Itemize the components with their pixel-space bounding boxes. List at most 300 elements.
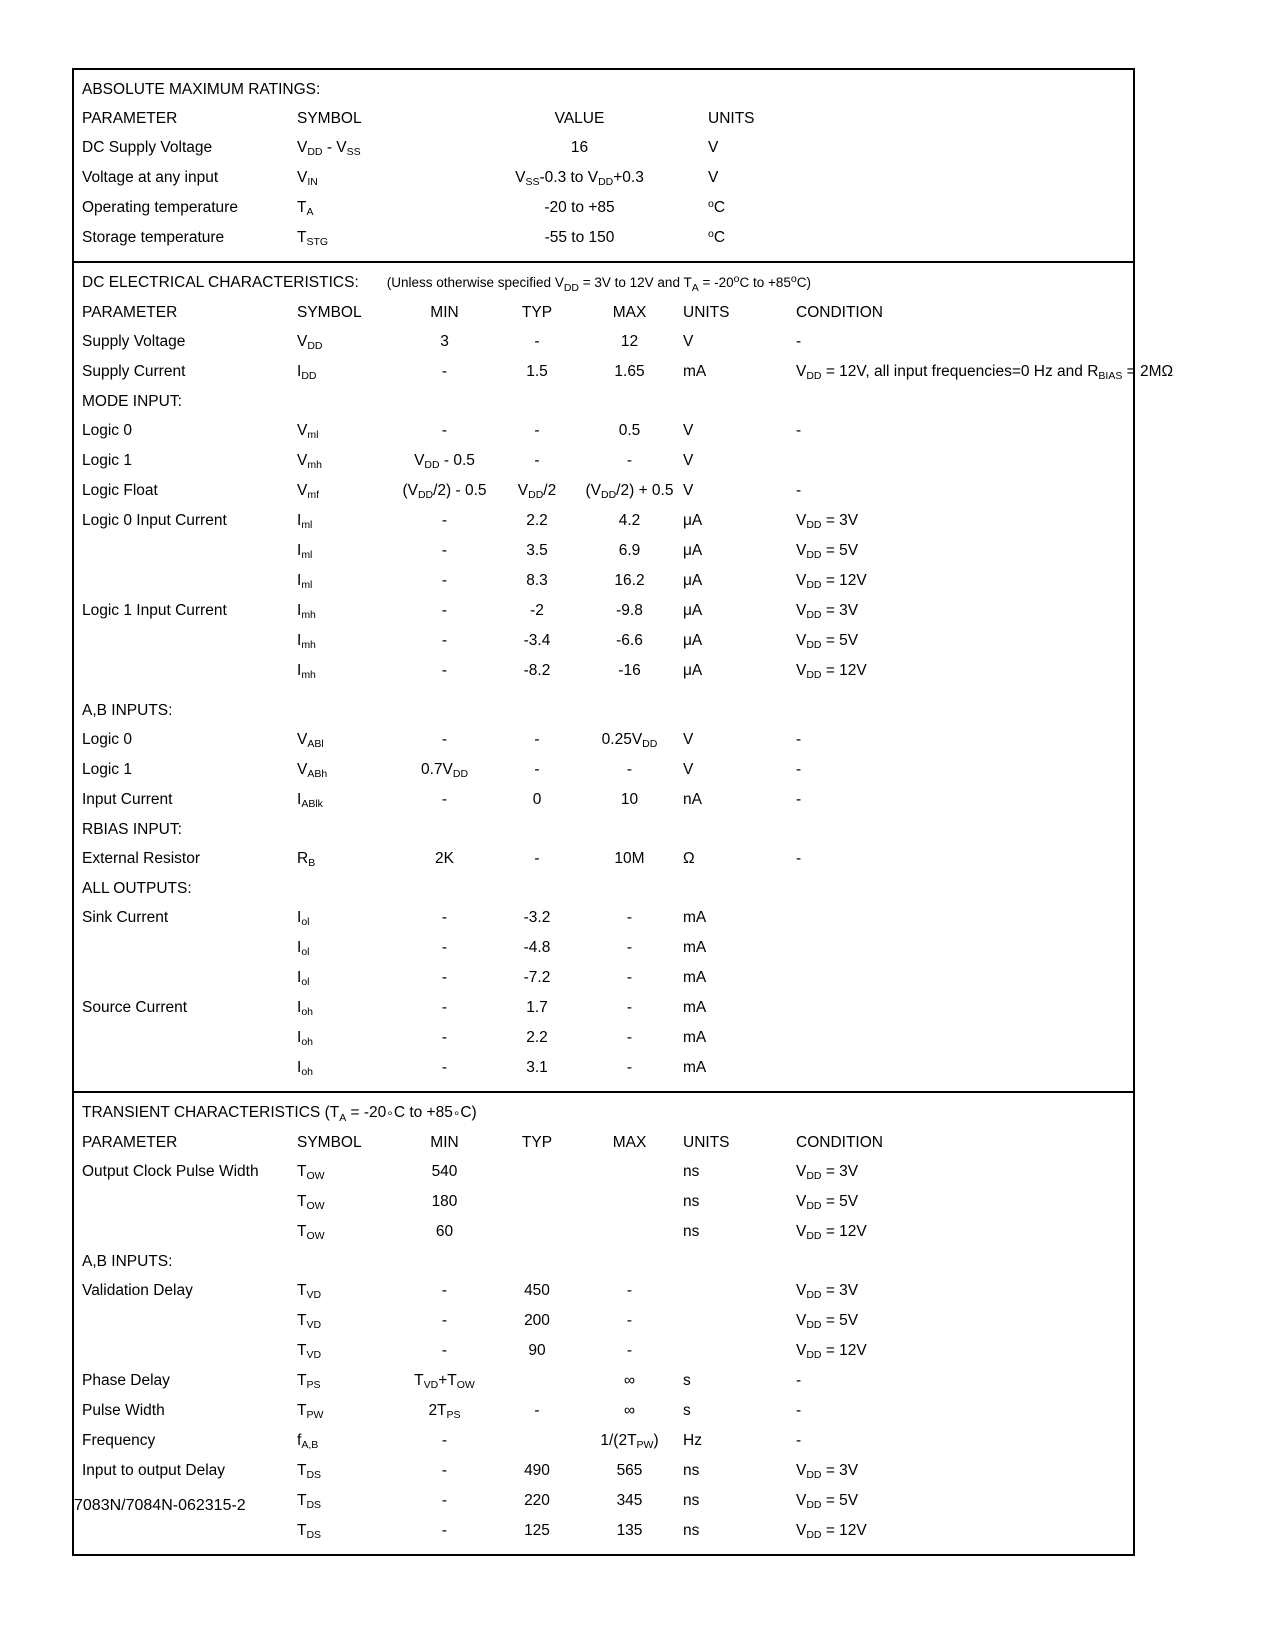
spacer-cell xyxy=(74,686,1133,696)
cell-units: V xyxy=(708,138,719,156)
table-row xyxy=(74,1276,1133,1306)
cell-typ xyxy=(492,1366,582,1396)
cell-units: mA xyxy=(683,362,707,380)
table-row xyxy=(74,963,1133,993)
cell-condition xyxy=(778,933,1133,963)
table-row xyxy=(74,1023,1133,1053)
col-header-condition: CONDITION xyxy=(796,1133,883,1151)
group-label-ab-inputs-transient: A,B INPUTS: xyxy=(82,1252,173,1270)
cell-value: 16 xyxy=(570,138,589,156)
cell-min: $T_{VD}+T_{OW}$ xyxy=(414,1371,475,1391)
cell-condition xyxy=(778,1023,1133,1053)
cell-max: 135 xyxy=(616,1521,643,1539)
col-header-parameter: PARAMETER xyxy=(82,303,178,321)
cell-typ: 220 xyxy=(524,1491,550,1509)
cell-units: $^o$C xyxy=(708,197,726,216)
cell-value: -55 to 150 xyxy=(544,228,615,246)
cell-min: - xyxy=(441,1028,448,1046)
cell-parameter xyxy=(74,933,297,963)
cell-typ: 1.7 xyxy=(526,998,548,1016)
table-row xyxy=(74,1396,1133,1426)
cell-typ: - xyxy=(534,451,540,469)
specifications-table xyxy=(72,68,1174,1556)
cell-symbol: $I_{ml}$ xyxy=(297,511,313,531)
col-header-max: MAX xyxy=(612,303,647,321)
section-title-absolute-max: ABSOLUTE MAXIMUM RATINGS: xyxy=(82,81,321,98)
cell-condition: $V_{DD} = 12V$ xyxy=(796,1521,867,1541)
table-row xyxy=(74,1053,1133,1083)
cell-condition: $V_{DD} = 5V$ xyxy=(796,1192,859,1212)
cell-min: $0.7V_{DD}$ xyxy=(420,760,469,780)
cell-condition: $V_{DD} = 3V$ xyxy=(796,1162,859,1182)
cell-symbol: $I_{mh}$ xyxy=(297,661,316,681)
cell-max: 16.2 xyxy=(614,571,645,589)
table-row xyxy=(74,993,1133,1023)
cell-condition xyxy=(778,446,1133,476)
cell-parameter xyxy=(74,1023,297,1053)
cell-condition: - xyxy=(796,1371,802,1389)
cell-min: - xyxy=(441,511,448,529)
cell-min: - xyxy=(441,1311,448,1329)
cell-parameter: Logic 1 Input Current xyxy=(82,601,227,619)
cell-units: Hz xyxy=(683,1431,702,1449)
cell-min: - xyxy=(441,661,448,679)
col-header-parameter: PARAMETER xyxy=(82,109,178,127)
col-header-units: UNITS xyxy=(683,303,730,321)
cell-max xyxy=(582,1187,677,1217)
cell-min: $V_{DD} - 0.5$ xyxy=(414,451,475,471)
table-row xyxy=(74,163,1133,193)
cell-units: ns xyxy=(683,1162,700,1180)
cell-max: - xyxy=(626,998,633,1016)
cell-min: - xyxy=(441,541,448,559)
dc-characteristics-table xyxy=(74,298,1174,1083)
cell-typ: -7.2 xyxy=(523,968,551,986)
table-row xyxy=(74,596,1133,626)
group-header-row xyxy=(74,815,1133,844)
cell-condition: $V_{DD} = 3V$ xyxy=(796,1461,859,1481)
cell-units: ns xyxy=(683,1491,700,1509)
cell-units: V xyxy=(683,451,694,469)
cell-parameter: External Resistor xyxy=(82,849,201,867)
table-row xyxy=(74,566,1133,596)
cell-parameter: Pulse Width xyxy=(82,1401,165,1419)
table-row xyxy=(74,626,1133,656)
section-transient-characteristics xyxy=(74,1093,1133,1556)
cell-condition: - xyxy=(796,1431,802,1449)
cell-max: - xyxy=(626,908,633,926)
cell-symbol: $V_{mf}$ xyxy=(297,481,320,501)
cell-condition: $V_{DD} = 12V$ xyxy=(796,571,867,591)
table-row xyxy=(74,506,1133,536)
cell-condition: $V_{DD} = 5V$ xyxy=(796,541,859,561)
table-row xyxy=(74,536,1133,566)
transient-characteristics-table xyxy=(74,1128,1133,1546)
cell-condition: $V_{DD} = 5V$ xyxy=(796,631,859,651)
cell-parameter: Operating temperature xyxy=(82,198,238,216)
cell-parameter: Output Clock Pulse Width xyxy=(82,1162,259,1180)
cell-condition xyxy=(778,993,1133,1023)
cell-typ: - xyxy=(534,332,540,350)
cell-max: 565 xyxy=(616,1461,643,1479)
cell-units: V xyxy=(708,168,719,186)
cell-condition: $V_{DD} = 3V$ xyxy=(796,601,859,621)
table-row xyxy=(74,1456,1133,1486)
cell-units: μA xyxy=(683,571,703,589)
absolute-max-table xyxy=(74,104,1133,253)
cell-condition xyxy=(778,963,1133,993)
group-label-mode-input: MODE INPUT: xyxy=(82,392,182,410)
cell-symbol: $T_{VD}$ xyxy=(297,1281,322,1301)
table-row xyxy=(74,193,1133,223)
cell-parameter xyxy=(74,963,297,993)
cell-symbol: $V_{DD}$ xyxy=(297,332,323,352)
cell-typ xyxy=(492,1217,582,1247)
cell-parameter: Supply Voltage xyxy=(82,332,186,350)
cell-condition: - xyxy=(796,332,802,350)
cell-symbol: $T_{PS}$ xyxy=(297,1371,321,1391)
cell-units: nA xyxy=(683,790,702,808)
section-title-transient: TRANSIENT CHARACTERISTICS ($T_A$ = -20∘C to +85∘C) xyxy=(82,1104,477,1124)
col-header-value: VALUE xyxy=(554,109,605,127)
group-header-row xyxy=(74,874,1133,903)
cell-max: - xyxy=(626,1311,633,1329)
cell-condition: $V_{DD} = 5V$ xyxy=(796,1311,859,1331)
cell-parameter: Logic 0 xyxy=(82,730,132,748)
cell-typ: 450 xyxy=(524,1281,550,1299)
cell-min: - xyxy=(441,1281,448,1299)
cell-typ: 125 xyxy=(524,1521,550,1539)
cell-parameter xyxy=(74,1516,297,1546)
cell-typ: 8.3 xyxy=(526,571,548,589)
table-row xyxy=(74,1187,1133,1217)
cell-parameter: DC Supply Voltage xyxy=(82,138,213,156)
cell-condition: $V_{DD} = 5V$ xyxy=(796,1491,859,1511)
cell-typ xyxy=(492,1426,582,1456)
cell-value: -20 to +85 xyxy=(544,198,615,216)
cell-symbol: $T_{PW}$ xyxy=(297,1401,324,1421)
cell-symbol: $T_{DS}$ xyxy=(297,1491,322,1511)
cell-max: 10M xyxy=(614,849,645,867)
cell-max: -16 xyxy=(618,661,641,679)
cell-typ: - xyxy=(534,849,540,867)
cell-parameter xyxy=(74,536,297,566)
cell-parameter: Logic 1 xyxy=(82,760,132,778)
cell-min: 3 xyxy=(440,332,449,350)
table-row xyxy=(74,1336,1133,1366)
cell-symbol: $T_{VD}$ xyxy=(297,1311,322,1331)
cell-units: μA xyxy=(683,601,703,619)
group-label-rbias-input: RBIAS INPUT: xyxy=(82,820,182,838)
cell-condition: - xyxy=(796,790,802,808)
cell-symbol: $I_{DD}$ xyxy=(297,362,317,382)
table-row xyxy=(74,223,1133,253)
cell-parameter: Logic Float xyxy=(82,481,158,499)
group-header-row xyxy=(74,387,1133,416)
cell-typ: - xyxy=(534,421,540,439)
cell-units: mA xyxy=(683,998,707,1016)
cell-units: mA xyxy=(683,968,707,986)
table-header-row xyxy=(74,1128,1133,1157)
section-title-dc xyxy=(74,269,1133,298)
cell-symbol: $T_{OW}$ xyxy=(297,1192,325,1212)
cell-min: 60 xyxy=(435,1222,454,1240)
cell-parameter xyxy=(74,1187,297,1217)
cell-units: V xyxy=(683,760,694,778)
cell-parameter xyxy=(74,1306,297,1336)
cell-min: - xyxy=(441,631,448,649)
cell-min: - xyxy=(441,1491,448,1509)
cell-typ: 90 xyxy=(528,1341,546,1359)
cell-units: s xyxy=(683,1371,691,1389)
cell-min: - xyxy=(441,998,448,1016)
cell-typ: 2.2 xyxy=(526,511,548,529)
cell-units: V xyxy=(683,332,694,350)
dc-title-note: (Unless otherwise specified $V_{DD} = 3V$ to 12V and $T_A = -20^oC$ to $+85^oC$) xyxy=(386,273,811,294)
table-row xyxy=(74,1426,1133,1456)
col-header-condition: CONDITION xyxy=(796,303,883,321)
cell-units xyxy=(677,1306,778,1336)
cell-max: $1/(2T_{PW})$ xyxy=(600,1431,659,1451)
table-row xyxy=(74,933,1133,963)
cell-units: V xyxy=(683,421,694,439)
cell-condition: $V_{DD} = 12V$, all input frequencies=0 Hz and $R_{BIAS} = 2M\Omega$ xyxy=(796,362,1174,382)
cell-symbol: $I_{mh}$ xyxy=(297,601,316,621)
cell-typ xyxy=(492,1157,582,1187)
cell-min: - xyxy=(441,1058,448,1076)
cell-typ: 2.2 xyxy=(526,1028,548,1046)
col-header-min: MIN xyxy=(430,303,459,321)
cell-units: μA xyxy=(683,511,703,529)
cell-symbol: $V_{DD} - V_{SS}$ xyxy=(297,138,361,158)
cell-parameter: Voltage at any input xyxy=(82,168,219,186)
cell-typ: -8.2 xyxy=(523,661,551,679)
cell-parameter: Supply Current xyxy=(82,362,186,380)
cell-units: μA xyxy=(683,541,703,559)
cell-min: - xyxy=(441,1461,448,1479)
cell-condition: - xyxy=(796,760,802,778)
cell-symbol: $I_{ol}$ xyxy=(297,968,310,988)
table-row xyxy=(74,1366,1133,1396)
cell-symbol: $f_{A,B}$ xyxy=(297,1431,319,1451)
cell-min: 540 xyxy=(431,1162,458,1180)
cell-min: $2T_{PS}$ xyxy=(428,1401,461,1421)
col-header-symbol: SYMBOL xyxy=(297,303,362,321)
cell-units: mA xyxy=(683,908,707,926)
table-row xyxy=(74,785,1133,815)
cell-symbol: $I_{ol}$ xyxy=(297,938,310,958)
cell-typ: - xyxy=(534,1401,540,1419)
cell-max xyxy=(582,1157,677,1187)
cell-max xyxy=(582,1217,677,1247)
cell-units: mA xyxy=(683,1028,707,1046)
cell-typ: 1.5 xyxy=(526,362,548,380)
cell-symbol: $T_{DS}$ xyxy=(297,1461,322,1481)
table-row xyxy=(74,844,1133,874)
table-row xyxy=(74,327,1133,357)
table-row xyxy=(74,1157,1133,1187)
cell-max: 12 xyxy=(620,332,639,350)
cell-min: - xyxy=(441,1521,448,1539)
document-footer-code: 7083N/7084N-062315-2 xyxy=(74,1497,246,1514)
cell-max: $0.25V_{DD}$ xyxy=(601,730,658,750)
cell-max: 6.9 xyxy=(618,541,641,559)
cell-min: - xyxy=(441,362,448,380)
group-header-row xyxy=(74,696,1133,725)
cell-typ: -3.4 xyxy=(523,631,551,649)
cell-units: μA xyxy=(683,661,703,679)
cell-min: $(V_{DD}/2) - 0.5$ xyxy=(402,481,487,501)
cell-max: 10 xyxy=(620,790,639,808)
cell-condition: - xyxy=(796,730,802,748)
cell-units: V xyxy=(683,481,694,499)
col-header-units: UNITS xyxy=(683,1133,730,1151)
cell-symbol: $R_B$ xyxy=(297,849,316,869)
cell-typ: 200 xyxy=(524,1311,550,1329)
cell-parameter: Storage temperature xyxy=(82,228,225,246)
cell-units: ns xyxy=(683,1521,700,1539)
cell-max: 1.65 xyxy=(614,362,645,380)
cell-max: - xyxy=(626,451,633,469)
cell-max: 345 xyxy=(616,1491,643,1509)
cell-symbol: $T_{STG}$ xyxy=(297,228,329,248)
cell-max: - xyxy=(626,1058,633,1076)
table-row xyxy=(74,357,1133,387)
cell-symbol: $I_{mh}$ xyxy=(297,631,316,651)
cell-condition: - xyxy=(796,1401,802,1419)
cell-typ: 490 xyxy=(524,1461,550,1479)
cell-typ: - xyxy=(534,760,540,778)
col-header-typ: TYP xyxy=(521,303,553,321)
cell-max: - xyxy=(626,938,633,956)
col-header-parameter: PARAMETER xyxy=(82,1133,178,1151)
cell-max: ∞ xyxy=(623,1401,636,1419)
cell-typ: 0 xyxy=(532,790,542,808)
cell-parameter xyxy=(74,1217,297,1247)
cell-min: 180 xyxy=(431,1192,458,1210)
table-header-row xyxy=(74,104,1133,133)
cell-units: μA xyxy=(683,631,703,649)
cell-condition: - xyxy=(796,849,802,867)
cell-parameter xyxy=(74,626,297,656)
cell-parameter xyxy=(74,1336,297,1366)
cell-units: ns xyxy=(683,1222,700,1240)
cell-min: - xyxy=(441,571,448,589)
cell-units: mA xyxy=(683,1058,707,1076)
cell-units: $^o$C xyxy=(708,227,726,246)
cell-units: ns xyxy=(683,1192,700,1210)
cell-min: - xyxy=(441,790,448,808)
cell-condition: - xyxy=(796,481,802,499)
cell-typ: -2 xyxy=(530,601,544,619)
cell-symbol: $T_{OW}$ xyxy=(297,1222,325,1242)
table-row xyxy=(74,1306,1133,1336)
cell-symbol: $T_A$ xyxy=(297,198,314,218)
group-label-all-outputs: ALL OUTPUTS: xyxy=(82,879,192,897)
section-dc-electrical-characteristics xyxy=(74,263,1174,1093)
cell-symbol: $V_{ABl}$ xyxy=(297,730,324,750)
cell-condition: - xyxy=(796,421,802,439)
cell-typ xyxy=(492,1187,582,1217)
cell-units: ns xyxy=(683,1461,700,1479)
cell-units: mA xyxy=(683,938,707,956)
cell-units: s xyxy=(683,1401,691,1419)
cell-symbol: $I_{oh}$ xyxy=(297,998,313,1018)
cell-units: Ω xyxy=(683,849,695,867)
cell-symbol: $T_{OW}$ xyxy=(297,1162,325,1182)
cell-parameter xyxy=(74,656,297,686)
cell-parameter: Input to output Delay xyxy=(82,1461,226,1479)
cell-parameter: Phase Delay xyxy=(82,1371,170,1389)
cell-typ: $V_{DD}/2$ xyxy=(517,481,557,501)
cell-symbol: $I_{ol}$ xyxy=(297,908,310,928)
cell-max: -9.8 xyxy=(616,601,643,619)
col-header-symbol: SYMBOL xyxy=(297,1133,362,1151)
dc-title-text: DC ELECTRICAL CHARACTERISTICS: xyxy=(82,274,359,291)
col-header-max: MAX xyxy=(612,1133,647,1151)
cell-condition: $V_{DD} = 12V$ xyxy=(796,661,867,681)
cell-parameter: Logic 0 Input Current xyxy=(82,511,227,529)
table-row xyxy=(74,903,1133,933)
cell-max: 0.5 xyxy=(618,421,641,439)
cell-min: - xyxy=(441,1431,448,1449)
cell-typ: -4.8 xyxy=(523,938,551,956)
cell-parameter xyxy=(74,1053,297,1083)
cell-symbol: $V_{ABh}$ xyxy=(297,760,328,780)
cell-symbol: $V_{mh}$ xyxy=(297,451,322,471)
cell-condition: $V_{DD} = 12V$ xyxy=(796,1222,867,1242)
table-row xyxy=(74,446,1133,476)
cell-condition xyxy=(778,1053,1133,1083)
col-header-min: MIN xyxy=(430,1133,459,1151)
cell-max: ∞ xyxy=(623,1371,636,1389)
cell-typ: -3.2 xyxy=(523,908,551,926)
cell-condition: $V_{DD} = 3V$ xyxy=(796,511,859,531)
cell-symbol: $I_{oh}$ xyxy=(297,1028,313,1048)
cell-symbol: $I_{ABlk}$ xyxy=(297,790,323,810)
cell-parameter: Validation Delay xyxy=(82,1281,193,1299)
cell-max: - xyxy=(626,760,633,778)
table-header-row xyxy=(74,298,1133,327)
cell-max: -6.6 xyxy=(616,631,643,649)
cell-min: - xyxy=(441,601,448,619)
cell-units: V xyxy=(683,730,694,748)
table-row xyxy=(74,755,1133,785)
cell-typ: 3.5 xyxy=(526,541,548,559)
table-row xyxy=(74,725,1133,755)
table-row xyxy=(74,1217,1133,1247)
cell-max: - xyxy=(626,1281,633,1299)
cell-max: - xyxy=(626,1028,633,1046)
cell-parameter: Frequency xyxy=(82,1431,156,1449)
cell-typ: 3.1 xyxy=(526,1058,548,1076)
cell-symbol: $T_{VD}$ xyxy=(297,1341,322,1361)
cell-min: - xyxy=(441,908,448,926)
cell-condition: $V_{DD} = 3V$ xyxy=(796,1281,859,1301)
cell-parameter xyxy=(74,566,297,596)
cell-max: - xyxy=(626,1341,633,1359)
cell-parameter: Logic 1 xyxy=(82,451,132,469)
cell-min: 2K xyxy=(435,849,454,867)
cell-min: - xyxy=(441,938,448,956)
cell-min: - xyxy=(441,968,448,986)
cell-symbol: $I_{oh}$ xyxy=(297,1058,313,1078)
cell-max: 4.2 xyxy=(618,511,641,529)
cell-symbol: $I_{ml}$ xyxy=(297,571,313,591)
cell-units xyxy=(677,1276,778,1306)
section-absolute-maximum-ratings xyxy=(74,70,1133,263)
col-header-units: UNITS xyxy=(708,109,755,127)
